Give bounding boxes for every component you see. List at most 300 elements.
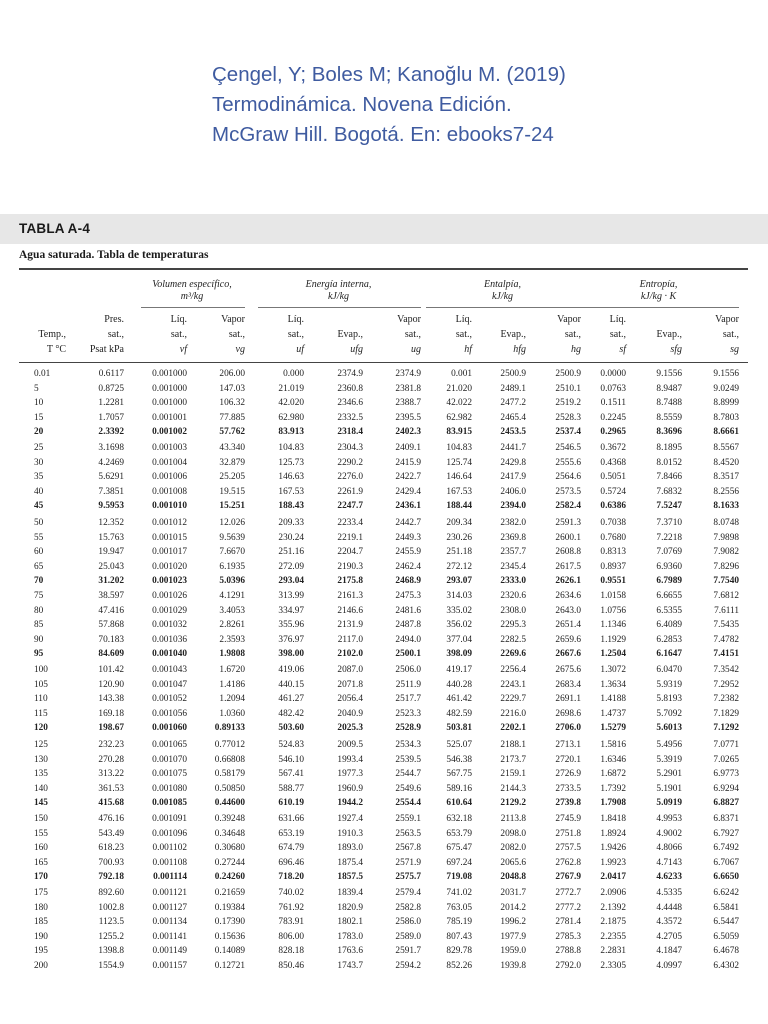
table-cell: 2575.7 bbox=[395, 872, 421, 882]
table-cell: 0.001047 bbox=[152, 679, 187, 690]
column-header-symbol: vg bbox=[235, 344, 245, 355]
table-cell: 45 bbox=[34, 501, 44, 511]
table-cell: 0.7680 bbox=[600, 532, 626, 543]
table-cell: 313.99 bbox=[278, 591, 304, 601]
table-cell: 38.597 bbox=[98, 591, 124, 601]
table-cell: 482.59 bbox=[446, 708, 472, 719]
table-cell: 1.3634 bbox=[600, 679, 626, 690]
column-header-line2: sat., bbox=[455, 329, 472, 340]
table-cell: 2528.3 bbox=[555, 412, 581, 423]
table-cell: 2332.5 bbox=[337, 412, 363, 423]
table-cell: 1.8924 bbox=[600, 828, 626, 839]
table-cell: 2546.5 bbox=[555, 443, 581, 453]
table-cell: 170 bbox=[34, 872, 48, 882]
table-cell: 150 bbox=[34, 814, 48, 824]
table-cell: 741.02 bbox=[446, 888, 472, 898]
column-header-line2: sat., bbox=[722, 329, 739, 340]
table-cell: 4.4448 bbox=[656, 902, 682, 913]
table-cell: 2477.2 bbox=[500, 398, 526, 408]
table-cell: 0.001036 bbox=[152, 634, 187, 645]
column-header-line1: Vapor bbox=[221, 314, 245, 325]
table-cell: 1.2094 bbox=[219, 694, 245, 704]
table-cell: 2256.4 bbox=[500, 665, 526, 675]
table-cell: 2269.6 bbox=[500, 649, 526, 659]
table-cell: 2455.9 bbox=[395, 547, 421, 557]
table-cell: 1.0360 bbox=[219, 708, 245, 719]
table-cell: 7.6670 bbox=[219, 547, 245, 557]
table-cell: 2318.4 bbox=[337, 427, 363, 437]
table-cell: 2559.1 bbox=[395, 814, 421, 824]
table-cell: 0.12721 bbox=[214, 960, 245, 971]
table-cell: 0.001065 bbox=[152, 740, 187, 750]
table-cell: 0.17390 bbox=[214, 917, 245, 927]
column-header-line2: sat., bbox=[564, 329, 581, 340]
table-cell: 6.9773 bbox=[713, 769, 739, 779]
table-cell: 251.18 bbox=[446, 547, 472, 557]
table-cell: 7.9898 bbox=[713, 532, 739, 543]
table-cell: 2369.8 bbox=[500, 532, 526, 543]
table-cell: 2436.1 bbox=[395, 501, 421, 511]
table-cell: 567.75 bbox=[446, 769, 472, 779]
group-header-unit: m³/kg bbox=[180, 291, 204, 302]
table-cell: 195 bbox=[34, 946, 48, 956]
table-cell: 70.183 bbox=[98, 634, 124, 645]
table-cell: 2500.1 bbox=[395, 649, 421, 659]
table-cell: 7.2382 bbox=[713, 694, 739, 704]
table-cell: 5.2901 bbox=[656, 769, 682, 779]
table-cell: 2523.3 bbox=[395, 708, 421, 719]
table-cell: 2634.6 bbox=[555, 591, 581, 601]
table-cell: 2295.3 bbox=[500, 620, 526, 630]
table-cell: 2190.3 bbox=[337, 561, 363, 572]
table-cell: 110 bbox=[34, 694, 48, 704]
table-subtitle: Agua saturada. Tabla de temperaturas bbox=[19, 249, 209, 261]
table-cell: 7.2952 bbox=[713, 679, 739, 690]
table-cell: 0.001003 bbox=[152, 443, 187, 453]
table-cell: 2276.0 bbox=[337, 472, 363, 482]
column-header-symbol: sg bbox=[730, 344, 739, 355]
table-cell: 7.5247 bbox=[656, 501, 682, 511]
table-cell: 188.44 bbox=[446, 501, 472, 511]
table-cell: 355.96 bbox=[278, 620, 304, 630]
table-cell: 0.001029 bbox=[152, 605, 187, 616]
table-cell: 19.515 bbox=[219, 486, 245, 497]
table-cell: 850.46 bbox=[278, 960, 304, 971]
table-cell: 0.19384 bbox=[214, 902, 245, 913]
table-cell: 8.5567 bbox=[713, 443, 739, 453]
table-cell: 0.14089 bbox=[214, 946, 245, 956]
column-header-line1: Pres. bbox=[104, 314, 124, 325]
table-cell: 1.6346 bbox=[600, 754, 626, 765]
table-cell: 2429.4 bbox=[395, 486, 421, 497]
column-header-line1: Líq. bbox=[287, 314, 304, 325]
group-header-unit: kJ/kg · K bbox=[640, 291, 677, 302]
table-cell: 12.026 bbox=[219, 518, 245, 528]
table-cell: 6.4302 bbox=[713, 960, 739, 971]
table-cell: 15.763 bbox=[98, 532, 124, 543]
table-cell: 2082.0 bbox=[500, 843, 526, 853]
column-header-line2: Temp., bbox=[38, 329, 66, 340]
table-cell: 209.34 bbox=[446, 518, 472, 528]
table-cell: 1002.8 bbox=[98, 902, 124, 913]
table-cell: 0.5051 bbox=[600, 472, 626, 482]
table-cell: 2792.0 bbox=[555, 960, 581, 971]
table-cell: 5.1901 bbox=[656, 783, 682, 794]
table-cell: 232.23 bbox=[98, 740, 124, 750]
table-cell: 8.8999 bbox=[713, 398, 739, 408]
table-cell: 2772.7 bbox=[555, 888, 581, 898]
table-cell: 0.9551 bbox=[600, 576, 626, 586]
table-cell: 2129.2 bbox=[500, 798, 526, 808]
column-header-line1: Líq. bbox=[609, 314, 626, 325]
table-cell: 3.1698 bbox=[98, 443, 124, 453]
table-cell: 1944.2 bbox=[337, 798, 363, 808]
table-cell: 440.15 bbox=[278, 679, 304, 690]
table-cell: 5.0396 bbox=[219, 576, 245, 586]
table-cell: 1.6720 bbox=[219, 665, 245, 675]
table-cell: 696.46 bbox=[278, 857, 304, 868]
column-header-symbol: ug bbox=[411, 344, 421, 355]
table-cell: 7.3851 bbox=[98, 486, 124, 497]
table-cell: 2345.4 bbox=[500, 561, 526, 572]
table-cell: 185 bbox=[34, 917, 48, 927]
table-cell: 1.7392 bbox=[600, 783, 626, 794]
table-cell: 2065.6 bbox=[500, 857, 526, 868]
table-cell: 2579.4 bbox=[395, 888, 421, 898]
table-cell: 461.42 bbox=[446, 694, 472, 704]
table-cell: 419.06 bbox=[278, 665, 304, 675]
table-cell: 0.8313 bbox=[600, 547, 626, 557]
table-cell: 5.6013 bbox=[656, 723, 682, 733]
table-cell: 1977.9 bbox=[500, 931, 526, 942]
table-cell: 5.6291 bbox=[98, 472, 124, 482]
table-cell: 0.01 bbox=[34, 369, 51, 379]
table-cell: 40 bbox=[34, 486, 44, 497]
table-cell: 675.47 bbox=[446, 843, 472, 853]
table-cell: 6.5447 bbox=[713, 917, 739, 927]
table-cell: 106.32 bbox=[219, 398, 245, 408]
column-header-symbol: ufg bbox=[350, 344, 363, 355]
table-cell: 7.7540 bbox=[713, 576, 739, 586]
table-cell: 0.001023 bbox=[152, 576, 187, 586]
table-cell: 2402.3 bbox=[395, 427, 421, 437]
table-cell: 2683.4 bbox=[555, 679, 581, 690]
table-cell: 7.8296 bbox=[713, 561, 739, 572]
table-cell: 0.001141 bbox=[152, 931, 187, 942]
table-cell: 1.8418 bbox=[600, 814, 626, 824]
column-header-line1: Vapor bbox=[557, 314, 581, 325]
table-cell: 1.4188 bbox=[600, 694, 626, 704]
table-cell: 0.001043 bbox=[152, 665, 187, 675]
table-cell: 0.001040 bbox=[152, 649, 187, 659]
table-cell: 2415.9 bbox=[395, 457, 421, 468]
table-cell: 0.50850 bbox=[214, 783, 245, 794]
table-cell: 2751.8 bbox=[555, 828, 581, 839]
table-cell: 5.0919 bbox=[656, 798, 682, 808]
table-cell: 2475.3 bbox=[395, 591, 421, 601]
table-cell: 43.340 bbox=[219, 443, 245, 453]
table-cell: 2040.9 bbox=[337, 708, 363, 719]
table-cell: 610.19 bbox=[278, 798, 304, 808]
table-cell: 7.0265 bbox=[713, 754, 739, 765]
table-cell: 2308.0 bbox=[500, 605, 526, 616]
table-cell: 130 bbox=[34, 754, 48, 765]
table-cell: 1.5816 bbox=[600, 740, 626, 750]
table-cell: 2442.7 bbox=[395, 518, 421, 528]
table-cell: 120.90 bbox=[98, 679, 124, 690]
table-cell: 1.9426 bbox=[600, 843, 626, 853]
table-cell: 42.022 bbox=[446, 398, 472, 408]
table-cell: 0.66808 bbox=[214, 754, 245, 765]
table-cell: 6.2853 bbox=[656, 634, 682, 645]
table-cell: 8.9487 bbox=[656, 383, 682, 394]
table-cell: 2449.3 bbox=[395, 532, 421, 543]
table-cell: 155 bbox=[34, 828, 48, 839]
table-cell: 8.2556 bbox=[713, 486, 739, 497]
table-cell: 60 bbox=[34, 547, 44, 557]
table-cell: 2159.1 bbox=[500, 769, 526, 779]
table-cell: 740.02 bbox=[278, 888, 304, 898]
table-cell: 2528.9 bbox=[395, 723, 421, 733]
table-cell: 47.416 bbox=[98, 605, 124, 616]
column-header-line2: sat., bbox=[107, 329, 124, 340]
table-cell: 125 bbox=[34, 740, 48, 750]
table-cell: 589.16 bbox=[446, 783, 472, 794]
table-cell: 2243.1 bbox=[500, 679, 526, 690]
table-cell: 104.83 bbox=[278, 443, 304, 453]
table-cell: 6.4678 bbox=[713, 946, 739, 956]
table-cell: 6.9360 bbox=[656, 561, 682, 572]
table-cell: 9.1556 bbox=[713, 369, 739, 379]
table-cell: 2713.1 bbox=[555, 740, 581, 750]
table-cell: 2691.1 bbox=[555, 694, 581, 704]
table-cell: 1.7908 bbox=[600, 798, 626, 808]
table-cell: 55 bbox=[34, 532, 44, 543]
table-cell: 0.001 bbox=[451, 369, 472, 379]
table-cell: 230.24 bbox=[278, 532, 304, 543]
table-cell: 503.81 bbox=[446, 723, 472, 733]
table-cell: 0.4368 bbox=[600, 457, 626, 468]
table-cell: 2113.8 bbox=[500, 814, 526, 824]
table-cell: 631.66 bbox=[278, 814, 304, 824]
table-cell: 62.982 bbox=[446, 412, 472, 423]
table-cell: 65 bbox=[34, 561, 44, 572]
table-cell: 4.8066 bbox=[656, 843, 682, 853]
table-cell: 7.3542 bbox=[713, 665, 739, 675]
table-cell: 653.79 bbox=[446, 828, 472, 839]
column-header-symbol: hf bbox=[464, 344, 472, 355]
table-cell: 7.4151 bbox=[713, 649, 739, 659]
table-cell: 2.3593 bbox=[219, 634, 245, 645]
table-cell: 0.001001 bbox=[152, 412, 187, 423]
table-cell: 5.8193 bbox=[656, 694, 682, 704]
table-cell: 829.78 bbox=[446, 946, 472, 956]
table-cell: 169.18 bbox=[98, 708, 124, 719]
table-cell: 167.53 bbox=[278, 486, 304, 497]
table-cell: 147.03 bbox=[219, 383, 245, 394]
table-cell: 2102.0 bbox=[337, 649, 363, 659]
table-cell: 0.001006 bbox=[152, 472, 187, 482]
table-cell: 2.1392 bbox=[600, 902, 626, 913]
table-cell: 0.77012 bbox=[214, 740, 245, 750]
table-cell: 807.43 bbox=[446, 931, 472, 942]
table-cell: 2586.0 bbox=[395, 917, 421, 927]
table-cell: 1.5279 bbox=[600, 723, 626, 733]
table-cell: 7.0771 bbox=[713, 740, 739, 750]
table-cell: 0.15636 bbox=[214, 931, 245, 942]
table-cell: 476.16 bbox=[98, 814, 124, 824]
table-cell: 2429.8 bbox=[500, 457, 526, 468]
column-header-line1: Líq. bbox=[455, 314, 472, 325]
table-cell: 2381.8 bbox=[395, 383, 421, 394]
table-cell: 30 bbox=[34, 457, 44, 468]
table-cell: 546.10 bbox=[278, 754, 304, 765]
column-header-symbol: vf bbox=[179, 344, 187, 355]
table-cell: 2282.5 bbox=[500, 634, 526, 645]
table-cell: 852.26 bbox=[446, 960, 472, 971]
table-cell: 674.79 bbox=[278, 843, 304, 853]
table-cell: 0.001149 bbox=[152, 946, 187, 956]
table-cell: 0.001134 bbox=[152, 917, 187, 927]
table-cell: 6.5059 bbox=[713, 931, 739, 942]
table-cell: 104.83 bbox=[446, 443, 472, 453]
group-header-name: Volumen específico, bbox=[152, 279, 232, 290]
table-cell: 167.53 bbox=[446, 486, 472, 497]
table-cell: 145 bbox=[34, 798, 48, 808]
table-cell: 50 bbox=[34, 518, 44, 528]
table-header-rule bbox=[19, 362, 748, 363]
table-cell: 2009.5 bbox=[337, 740, 363, 750]
table-cell: 0.58179 bbox=[214, 769, 245, 779]
table-cell: 7.4782 bbox=[713, 634, 739, 645]
table-cell: 0.001032 bbox=[152, 620, 187, 630]
table-cell: 120 bbox=[34, 723, 48, 733]
table-cell: 2161.3 bbox=[337, 591, 363, 601]
table-cell: 0.30680 bbox=[214, 843, 245, 853]
table-cell: 0.001102 bbox=[152, 843, 187, 853]
table-cell: 2494.0 bbox=[395, 634, 421, 645]
table-cell: 1123.5 bbox=[98, 917, 124, 927]
table-cell: 2374.9 bbox=[337, 369, 363, 379]
table-cell: 8.1895 bbox=[656, 443, 682, 453]
citation-line-publisher: McGraw Hill. Bogotá. En: ebooks7-24 bbox=[212, 123, 554, 146]
table-cell: 8.0152 bbox=[656, 457, 682, 468]
table-cell: 0.001000 bbox=[152, 383, 187, 394]
table-cell: 0.8937 bbox=[600, 561, 626, 572]
table-cell: 2573.5 bbox=[555, 486, 581, 497]
table-cell: 0.7038 bbox=[600, 518, 626, 528]
table-cell: 83.913 bbox=[278, 427, 304, 437]
table-cell: 0.1511 bbox=[600, 398, 626, 408]
table-cell: 75 bbox=[34, 591, 44, 601]
table-cell: 4.1291 bbox=[219, 591, 245, 601]
table-cell: 12.352 bbox=[98, 518, 124, 528]
table-cell: 2555.6 bbox=[555, 457, 581, 468]
table-cell: 0.39248 bbox=[214, 814, 245, 824]
table-cell: 6.6650 bbox=[713, 872, 739, 882]
group-header-name: Energía interna, bbox=[305, 279, 372, 290]
table-cell: 8.4520 bbox=[713, 457, 739, 468]
table-cell: 2.1875 bbox=[600, 917, 626, 927]
table-cell: 6.6655 bbox=[656, 591, 682, 601]
table-cell: 2406.0 bbox=[500, 486, 526, 497]
column-header-line2: sat., bbox=[228, 329, 245, 340]
table-cell: 6.1647 bbox=[656, 649, 682, 659]
table-cell: 0.001012 bbox=[152, 518, 187, 528]
table-cell: 2346.6 bbox=[337, 398, 363, 408]
table-cell: 761.92 bbox=[278, 902, 304, 913]
table-cell: 0.001085 bbox=[152, 798, 187, 808]
table-cell: 1875.4 bbox=[337, 857, 363, 868]
table-cell: 2500.9 bbox=[555, 369, 581, 379]
table-cell: 1783.0 bbox=[337, 931, 363, 942]
table-cell: 2.3305 bbox=[600, 960, 626, 971]
table-cell: 4.2705 bbox=[656, 931, 682, 942]
table-cell: 361.53 bbox=[98, 783, 124, 794]
table-cell: 6.7927 bbox=[713, 828, 739, 839]
table-cell: 440.28 bbox=[446, 679, 472, 690]
table-cell: 19.947 bbox=[98, 547, 124, 557]
table-cell: 2571.9 bbox=[395, 857, 421, 868]
table-cell: 2698.6 bbox=[555, 708, 581, 719]
table-cell: 632.18 bbox=[446, 814, 472, 824]
table-cell: 2564.6 bbox=[555, 472, 581, 482]
table-cell: 1.1346 bbox=[600, 620, 626, 630]
table-cell: 206.00 bbox=[219, 369, 245, 379]
table-cell: 5.7092 bbox=[656, 708, 682, 719]
table-cell: 1.0158 bbox=[600, 591, 626, 601]
table-cell: 125.74 bbox=[446, 457, 472, 468]
table-cell: 62.980 bbox=[278, 412, 304, 423]
table-cell: 6.8371 bbox=[713, 814, 739, 824]
table-cell: 2643.0 bbox=[555, 605, 581, 616]
table-cell: 146.64 bbox=[446, 472, 472, 482]
table-cell: 2117.0 bbox=[337, 634, 363, 645]
table-cell: 0.2965 bbox=[600, 427, 626, 437]
table-cell: 546.38 bbox=[446, 754, 472, 765]
table-cell: 377.04 bbox=[446, 634, 472, 645]
table-cell: 140 bbox=[34, 783, 48, 794]
table-cell: 9.5953 bbox=[98, 501, 124, 511]
table-cell: 8.1633 bbox=[713, 501, 739, 511]
table-cell: 2757.5 bbox=[555, 843, 581, 853]
table-cell: 77.885 bbox=[219, 412, 245, 423]
table-cell: 398.09 bbox=[446, 649, 472, 659]
table-cell: 0.001010 bbox=[152, 501, 187, 511]
column-header-symbol: Psat kPa bbox=[89, 344, 124, 355]
table-cell: 9.0249 bbox=[713, 383, 739, 394]
table-cell: 2554.4 bbox=[395, 798, 421, 808]
group-underline bbox=[426, 307, 581, 308]
table-cell: 4.0997 bbox=[656, 960, 682, 971]
table-cell: 6.7067 bbox=[713, 857, 739, 868]
table-cell: 2409.1 bbox=[395, 443, 421, 453]
table-cell: 2333.0 bbox=[500, 576, 526, 586]
table-cell: 719.08 bbox=[446, 872, 472, 882]
group-header-unit: kJ/kg bbox=[491, 291, 514, 302]
table-cell: 0.001002 bbox=[152, 427, 187, 437]
table-cell: 785.19 bbox=[446, 917, 472, 927]
table-cell: 2481.6 bbox=[395, 605, 421, 616]
table-top-rule bbox=[19, 268, 748, 270]
table-cell: 125.73 bbox=[278, 457, 304, 468]
table-cell: 180 bbox=[34, 902, 48, 913]
table-cell: 2048.8 bbox=[500, 872, 526, 882]
table-cell: 543.49 bbox=[98, 828, 124, 839]
table-cell: 792.18 bbox=[98, 872, 124, 882]
table-cell: 1893.0 bbox=[337, 843, 363, 853]
table-cell: 697.24 bbox=[446, 857, 472, 868]
